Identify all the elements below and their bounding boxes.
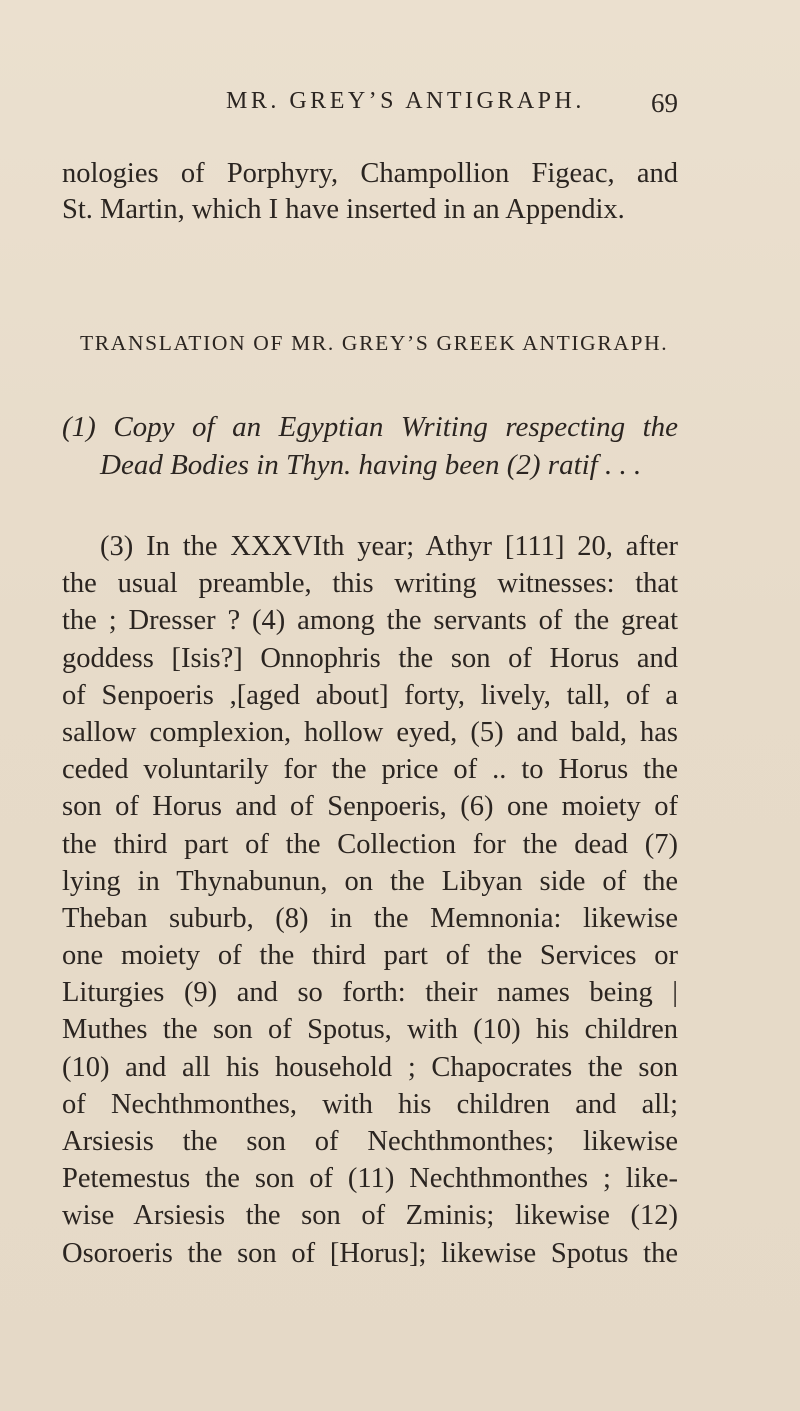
text-line: one moiety of the third part of the Services or [62,940,678,972]
text-line: (3) In the XXXVIth year; Athyr [111] 20, after [100,531,678,562]
italic-paragraph [62,408,678,484]
text-line: Liturgies (9) and so forth: their names being | [62,977,678,1009]
main-paragraph [62,528,678,1272]
text-line: sallow complexion, hollow eyed, (5) and bald, has [62,716,678,748]
text-line: the usual preamble, this writing witnesses: that [62,568,678,600]
text-line: the ; Dresser ? (4) among the servants of the great [62,605,678,637]
text-line: Osoroeris the son of [Horus]; likewise Spotus the [62,1237,678,1269]
text-line: Arsiesis the son of Nechthmonthes; likewise [62,1126,678,1157]
continuation-paragraph [62,156,678,229]
text-line: son of Horus and of Senpoeris, (6) one moiety of [62,791,678,823]
text-line: (1) Copy of an Egyptian Writing respecting the [62,411,678,443]
page-number: 69 [651,88,678,118]
running-head [226,88,678,128]
text-line: of Senpoeris ,[aged about] forty, lively, tall, of a [62,679,678,711]
text-line: St. Martin, which I have inserted in an Appendix. [62,194,625,226]
text-line: Muthes the son of Spotus, with (10) his children [62,1014,678,1046]
text-line: (10) and all his household ; Chapocrates the son [62,1051,678,1083]
running-title: MR. GREY’S ANTIGRAPH. [226,88,585,114]
text-line: lying in Thynabunun, on the Libyan side of the [62,865,678,897]
text-line: goddess [Isis?] Onnophris the son of Horus and [62,642,678,674]
text-line: Dead Bodies in Thyn. having been (2) ratif . . . [100,449,642,481]
text-line: Theban suburb, (8) in the Memnonia: likewise [62,902,678,934]
text-line: ceded voluntarily for the price of .. to Horus the [62,754,678,786]
text-line: wise Arsiesis the son of Zminis; likewise (12) [62,1200,678,1232]
text-line: of Nechthmonthes, with his children and all; [62,1088,678,1120]
section-heading: TRANSLATION OF MR. GREY’S GREEK ANTIGRAPH. [80,331,669,355]
text-line: Petemestus the son of (11) Nechthmonthes ; like- [62,1163,678,1195]
text-line: the third part of the Collection for the dead (7) [62,828,678,860]
text-line: nologies of Porphyry, Champollion Figeac, and [62,158,678,189]
